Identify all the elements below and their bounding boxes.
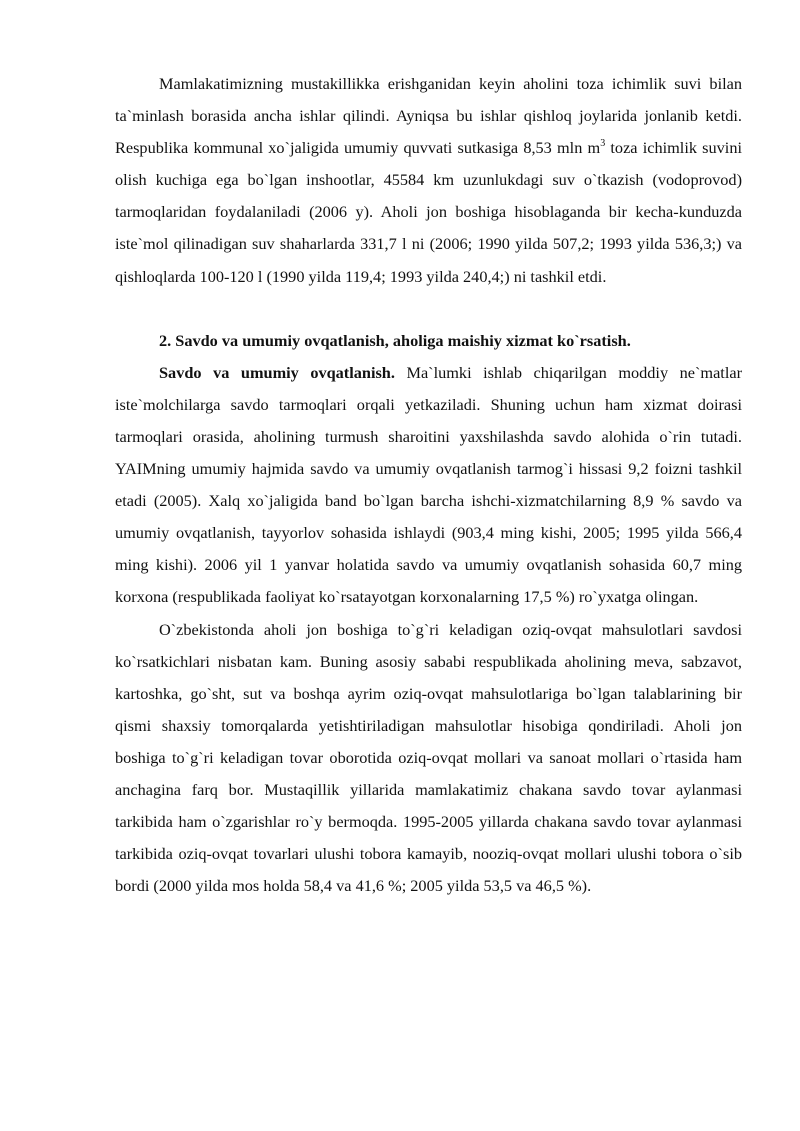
paragraph-trade-lead: Savdo va umumiy ovqatlanish. [159,362,395,382]
paragraph-trade-text: Ma`lumki ishlab chiqarilgan moddiy ne`matlar iste`molchilarga savdo tarmoqlari orqali yetkaziladi. Shuning uchun ham xizmat doirasi tarmoqlari orasida, aholining turmush sharoitini yaxshilashda savdo alohida o`rin tutadi. YAIMning umumiy hajmida savdo va umumiy ovqatlanish tarmog`i hissasi 9,2 foizni tashkil etadi (2005). Xalq xo`jaligida band bo`lgan barcha ishchi-xizmatchilarning 8,9 % savdo va umumiy ovqatlanish, tayyorlov sohasida ishlaydi (903,4 ming kishi, 2005; 1995 yilda 566,4 ming kishi). 2006 yil 1 yanvar holatida savdo va umumiy ovqatlanish sohasida 60,7 ming korxona (respublikada faoliyat ko`rsatayotgan korxonalarning 17,5 %) ro`yxatga olingan. [115,362,742,607]
paragraph-trade [115,357,742,614]
document-page [115,68,742,902]
paragraph-water-supply-text-a: Mamlakatimizning mustakillikka erishganidan keyin aholini toza ichimlik suvi bilan ta`minlash borasida ancha ishlar qilindi. Ayniqsa bu ishlar qishloq joylarida jonlanib ketdi. Respublika kommunal xo`jaligida umumiy quvvati sutkasiga 8,53 mln m [115,74,742,158]
paragraph-water-supply-text-b: toza ichimlik suvini olish kuchiga ega bo`lgan inshootlar, 45584 km uzunlukdagi suv o`tkazish (vodoprovod) tarmoqlaridan foydalaniladi (2006 y). Aholi jon boshiga hisoblaganda bir kecha-kunduzda iste`mol qilinadigan suv shaharlarda 331,7 l ni (2006; 1990 yilda 507,2; 1993 yilda 536,3;) va qishloqlarda 100-120 l (1990 yilda 119,4; 1993 yilda 240,4;) ni tashkil etdi. [115,138,742,286]
section-heading: 2. Savdo va umumiy ovqatlanish, aholiga maishiy xizmat ko`rsatish. [159,330,631,350]
section-spacer [115,293,742,325]
paragraph-water-supply [115,68,742,293]
paragraph-food-trade: O`zbekistonda aholi jon boshiga to`g`ri keladigan oziq-ovqat mahsulotlari savdosi ko`rsatkichlari nisbatan kam. Buning asosiy sababi respublikada aholining meva, sabzavot, kartoshka, go`sht, sut va boshqa ayrim oziq-ovqat mahsulotlariga bo`lgan talablarining bir qismi shaxsiy tomorqalarda yetishtiriladigan mahsulotlar hisobiga qondiriladi. Aholi jon boshiga to`g`ri keladigan tovar oborotida oziq-ovqat mollari va sanoat mollari o`rtasida ham anchagina farq bor. Mustaqillik yillarida mamlakatimiz chakana savdo tovar aylanmasi tarkibida ham o`zgarishlar ro`y bermoqda. 1995-2005 yillarda chakana savdo tovar aylanmasi tarkibida oziq-ovqat tovarlari ulushi tobora kamayib, nooziq-ovqat mollari ulushi tobora o`sib bordi (2000 yilda mos holda 58,4 va 41,6 %; 2005 yilda 53,5 va 46,5 %). [115,619,742,896]
superscript-cubic: 3 [600,138,606,150]
